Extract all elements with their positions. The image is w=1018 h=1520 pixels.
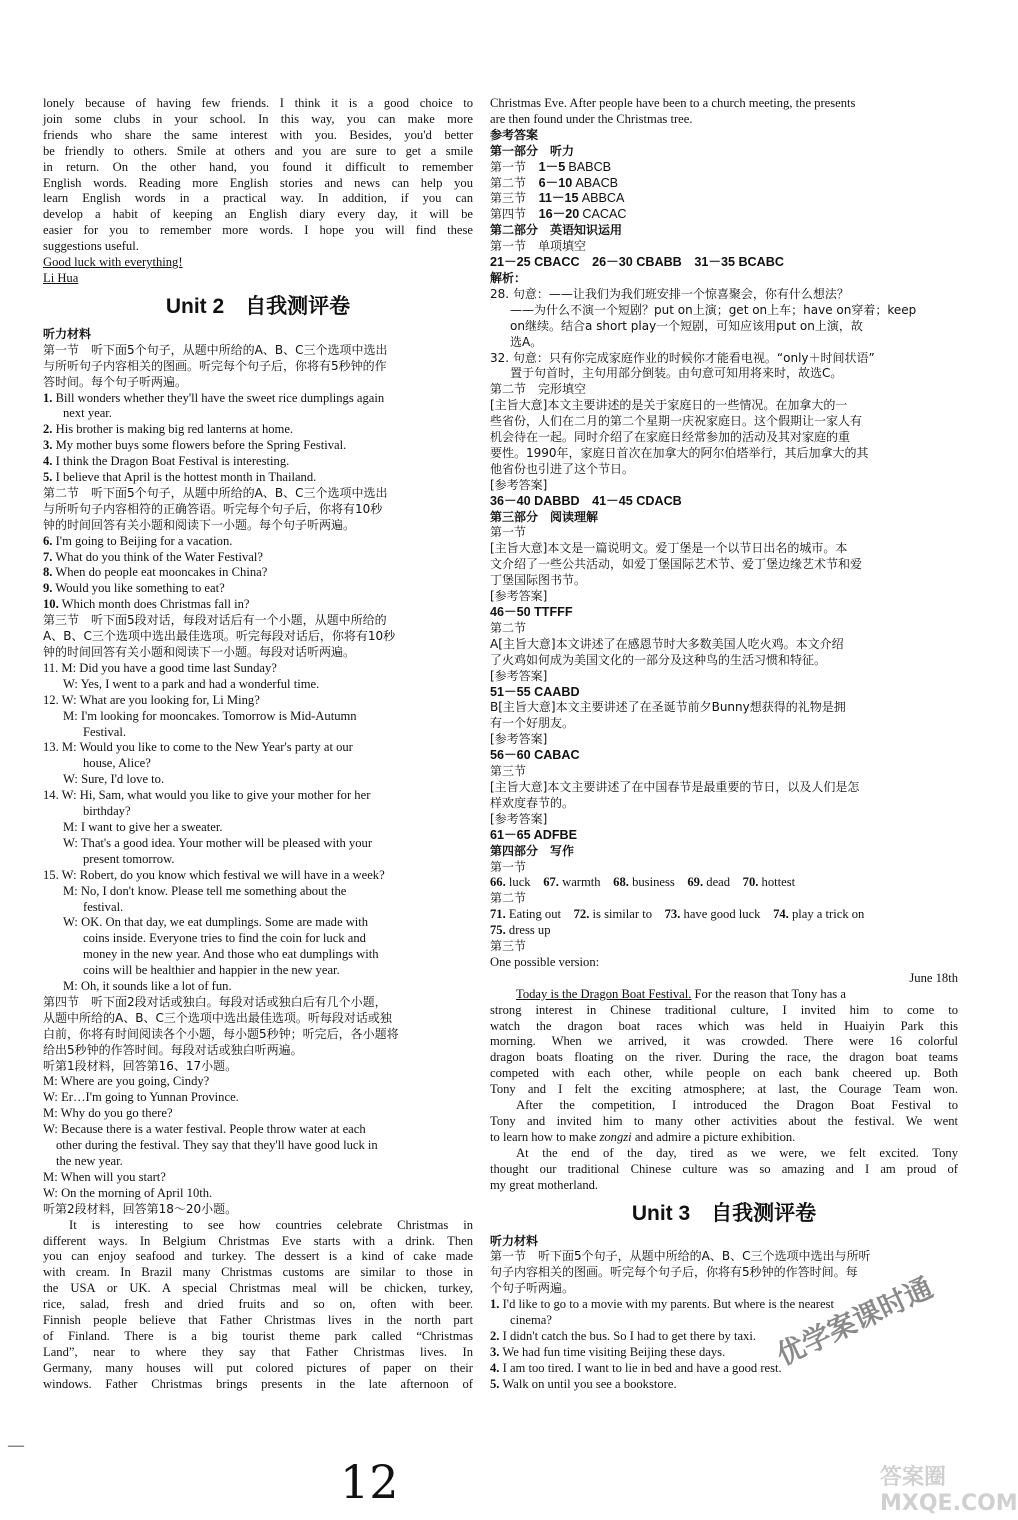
instruction-line: 第三节 听下面5段对话，每段对话后有一个小题，从题中所给的 [43,613,387,628]
section-label: 第三节 [490,764,527,779]
item-text: I'm going to Beijing for a vacation. [55,533,233,548]
letter-line: develop a habit of keeping an English diary every day, it will be [43,207,473,222]
item-text: We had fun time visiting Beijing these days. [502,1344,726,1359]
section-label: 第一节 [490,859,527,874]
section-label: 第一节 [490,525,527,540]
dialogue-line: present tomorrow. [83,851,175,866]
listening-item [43,391,473,407]
answer-section: 第三节 [490,191,527,206]
item-number: 75. [490,923,506,938]
listening-item [43,422,473,438]
dialogue-line: 15. W: Robert, do you know which festival we will have in a week? [43,867,385,882]
dialogue-line: festival. [83,899,124,914]
item-number: 5. [43,470,53,485]
essay-line: After the competition, I introduced the Dragon Boat Festival to [516,1098,958,1113]
part-label: 第一部分 听力 [490,143,575,158]
main-idea-line: [主旨大意]本文是一篇说明文。爱丁堡是一个以节日出名的城市。本 [490,541,848,556]
listening-item [43,597,473,613]
dialogue-line: M: No, I don't know. Please tell me something about the [63,883,347,898]
item-text: What do you think of the Water Festival? [55,549,263,564]
passage-line: with cream. In Brazil many Christmas customs are similar to those in [43,1265,473,1280]
version-label: One possible version: [490,954,600,969]
item-number: 4. [43,454,53,469]
essay-first-sentence: Today is the Dragon Boat Festival. [516,986,692,1001]
item-number: 68. [613,875,629,890]
watermark-stamp: 优学案课时通 [771,1270,938,1372]
analysis-line: 28. 句意：——让我们为我们班安排一个惊喜聚会，你有什么想法？ [490,286,849,301]
ref-label: [参考答案] [490,668,548,683]
answer-range: 11－15 [538,191,579,206]
answer-row [490,207,958,223]
item-text: Which month does Christmas fall in? [61,597,250,612]
footer-mark: — [8,1437,24,1454]
phrase-answer: play a trick on [791,907,865,922]
item-number: 1. [43,390,53,405]
instruction-line: 钟的时间回答有关小题和阅读下一小题。每段对话听两遍。 [43,645,356,659]
word-answer: luck [508,875,531,890]
main-idea-line: 些省份，人们在二月的第二个星期一庆祝家庭日。这个假期让一家人有 [490,414,863,429]
item-text: I think the Dragon Boat Festival is interesting. [55,454,290,469]
essay-line: Tony and invited him to many other activities about the festival. We went [490,1114,958,1128]
phrase-answer: dress up [508,923,551,938]
listening-item [43,406,473,422]
instruction-line: A、B、C三个选项中选出最佳选项。听完每段对话后，你将有10秒 [43,629,396,644]
main-idea-line: 了火鸡如何成为美国文化的一部分及这种鸟的生活习惯和特征。 [490,652,827,667]
letter-line: join some clubs in your school. In this way, you can make more [43,111,473,126]
essay-text: For the reason that Tony has a [691,986,846,1001]
essay-line: watch the dragon boat races which was held in Huaiyin Park this [490,1018,958,1033]
answer-row [490,191,958,207]
item-number: 66. [490,875,506,890]
item-number: 7. [43,549,53,564]
section-label: 第三节 [490,939,527,954]
main-idea-line: A[主旨大意]本文讲述了在感恩节时大多数美国人吃火鸡。本文介绍 [490,636,844,651]
answer-row: 56－60 CABAC [490,748,580,763]
main-idea-line: B[主旨大意]本文主要讲述了在圣诞节前夕Bunny想获得的礼物是拥 [490,700,846,715]
item-text: cinema? [510,1313,552,1328]
answer-section: 第一节 [490,159,527,174]
listening-item [490,1377,958,1393]
word-answer: hottest [761,875,796,890]
answer-value: BABCB [568,159,612,174]
passage-line: It is interesting to see how countries celebrate Christmas in [69,1217,473,1232]
dialogue-line: M: I want to give her a sweater. [63,819,223,834]
answer-value: ABACB [575,175,619,190]
dialogue-line: M: Oh, it sounds like a lot of fun. [63,979,232,994]
essay-date: June 18th [909,970,958,985]
item-text: I'd like to go to a movie with my parents. But where is the nearest [502,1297,834,1312]
listening-item [43,534,473,550]
left-column [43,96,473,1393]
dialogue-line: M: When will you start? [43,1169,166,1184]
section-label: 第二节 [490,891,527,906]
dialogue-line: the new year. [56,1154,123,1168]
word-answer: dead [706,875,731,890]
item-text: Would you like something to eat? [55,581,225,596]
letter-line: suggestions useful. [43,239,139,254]
item-number: 10. [43,597,59,612]
dialogue-line: birthday? [83,804,131,819]
dialogue-line: M: Where are you going, Cindy? [43,1074,210,1089]
item-number: 2. [43,422,53,437]
letter-line: be friendly to others. Smile at others and you are sure to get a smile [43,143,473,158]
essay-line: morning. When we arrived, it was crowded. There were 16 colorful [490,1034,958,1049]
answers-label: 参考答案 [490,127,539,142]
dialogue-line: 13. M: Would you like to come to the New Year's party at our [43,740,353,755]
item-number: 73. [664,907,681,922]
analysis-line: on继续。结合a short play一个短剧，可知应该用put on上演，故 [510,318,863,333]
instruction-line: 个句子听两遍。 [490,1281,575,1296]
instruction-line: 第一节 听下面5个句子，从题中所给的A、B、C三个选项中选出 [43,342,388,357]
letter-closing: Good luck with everything! [43,255,183,270]
section-label: 第二节 [490,620,527,635]
dialogue-line: coins inside. Everyone tries to find the coin for luck and [83,931,366,946]
item-number: 9. [43,581,53,596]
dialogue-line: W: Er…I'm going to Yunnan Province. [43,1090,239,1105]
answer-row [490,176,958,192]
main-idea-line: 机会待在一起。同时介绍了在家庭日经常参加的活动及其对家庭的重 [490,430,851,445]
dialogue-line: W: That's a good idea. Your mother will be pleased with your [63,835,373,850]
main-idea-line: 有一个好朋友。 [490,716,575,731]
phrase-answer: have good luck [683,907,761,922]
material-label: 听第2段材料，回答第18～20小题。 [43,1201,238,1216]
passage-line: windows. Father Christmas brings presents in the late afternoon of [43,1376,473,1391]
answer-row: 61－65 ADFBE [490,827,578,842]
passage-line: of Finland. There is a big tourist theme park called “Christmas [43,1328,473,1343]
answer-section: 第二节 [490,175,527,190]
answer-range: 16－20 [538,207,580,222]
dialogue-line: 11. M: Did you have a good time last Sunday? [43,660,277,675]
answer-row: 36－40 DABBD 41－45 CDACB [490,493,682,508]
instruction-line: 与所听句子内容相符的正确答语。听完每个句子后，你将有10秒 [43,501,383,516]
listening-item [43,565,473,581]
essay-line: strong interest in Chinese traditional culture, I invited him to come to [490,1002,958,1017]
passage-line: Land”, near to where they say that Father Christmas lives. In [43,1344,473,1359]
passage-line: you can enjoy seafood and turkey. The dessert is a kind of cake made [43,1249,473,1264]
essay-text: to learn how to make [490,1129,600,1144]
essay-line: At the end of the day, tired as we were, we felt excited. Tony [516,1145,958,1160]
instruction-line: 第四节 听下面2段对话或独白。每段对话或独白后有几个小题， [43,994,387,1009]
listening-item [43,454,473,470]
answer-row: 46－50 TTFFF [490,605,573,619]
item-number: 5. [490,1376,500,1391]
main-idea-line: 他省份也引进了这个节日。 [490,461,635,476]
phrase-answers [490,923,958,939]
site-watermark: 答案圈 MXQE.COM [880,1465,1018,1516]
ref-label: [参考答案] [490,811,548,826]
item-number: 3. [490,1344,500,1359]
material-label: 听第1段材料，回答第16、17小题。 [43,1058,238,1073]
dialogue-line: W: Yes, I went to a park and had a wonderful time. [63,676,320,691]
main-idea-line: 文介绍了一些公共活动，如爱丁堡国际艺术节、爱丁堡边缘艺术节和爱 [490,557,863,572]
answer-row: 21－25 CBACC 26－30 CBABB 31－35 BCABC [490,255,784,270]
essay-line: my great motherland. [490,1177,599,1192]
dialogue-line: W: Because there is a water festival. People throw water at each [43,1122,366,1137]
passage-line: the USA or UK. A special Christmas meal will be chicken, turkey, [43,1281,473,1296]
dialogue-line: M: Why do you go there? [43,1106,173,1121]
instruction-line: 白前，你将有时间阅读各个小题，每小题5秒钟；听完后，各小题将 [43,1026,399,1041]
item-text: Bill wonders whether they'll have the sweet rice dumplings again [55,390,385,405]
item-text: Walk on until you see a bookstore. [502,1376,677,1391]
part-label: 第四部分 写作 [490,843,575,858]
analysis-line: 32. 句意：只有你完成家庭作业的时候你才能看电视。“only＋时间状语” [490,350,875,365]
phrase-answer: is similar to [592,907,653,922]
instruction-line: 钟的时间回答有关小题和阅读下一小题。每个句子听两遍。 [43,517,356,532]
listening-item [490,1329,958,1345]
item-text: When do people eat mooncakes in China? [55,565,268,580]
instruction-line: 句子内容相关的图画。听完每个句子后，你将有5秒钟的作答时间。每 [490,1265,858,1280]
analysis-label: 解析： [490,270,527,285]
analysis-line: 置于句首时，主句用部分倒装。由句意可知用将来时，故选C。 [510,366,843,381]
essay-line: competed with each other, while people on each bank cheered up. Both [490,1066,958,1081]
main-idea-line: [主旨大意]本文主要讲述的是关于家庭日的一些情况。在加拿大的一 [490,398,848,413]
letter-signature: Li Hua [43,270,79,285]
item-text: His brother is making big red lanterns at home. [55,422,294,437]
passage-line: are then found under the Christmas tree. [490,111,693,126]
letter-line: friends who share the same interest with you. Besides, you'd better [43,127,473,142]
section-label: 听力材料 [490,1233,539,1248]
item-number: 70. [742,875,759,890]
item-number: 6. [43,533,53,548]
letter-line: in return. On the other hand, you found it difficult to remember [43,159,473,174]
essay-italic: zongzi [599,1129,632,1144]
item-number: 74. [773,907,789,922]
dialogue-line: Festival. [83,724,127,739]
answer-range: 6－10 [538,175,573,190]
item-number: 72. [573,907,590,922]
analysis-line: ——为什么不演一个短剧？put on上演；get on上车；have on穿着；keep [510,302,917,317]
word-answers [490,875,958,891]
essay-line [490,987,958,1003]
answer-section: 第四节 [490,207,527,222]
listening-item [43,550,473,566]
unit-title: Unit 2 自我测评卷 [165,294,351,318]
item-number: 1. [490,1297,500,1312]
dialogue-line: 12. W: What are you looking for, Li Ming? [43,692,260,707]
letter-line: English words. Reading more English stories and news can help you [43,175,473,190]
main-idea-line: [主旨大意]本文主要讲述了在中国春节是最重要的节日，以及人们是怎 [490,779,860,794]
dialogue-line: W: OK. On that day, we eat dumplings. Some are made with [63,915,369,930]
answer-value: CACAC [582,207,627,222]
essay-line: thought our traditional Chinese culture was so amazing and I am proud of [490,1161,958,1176]
item-text: I believe that April is the hottest month in Thailand. [55,470,317,485]
item-text: My mother buys some flowers before the Spring Festival. [55,438,347,453]
instruction-line: 第一节 听下面5个句子，从题中所给的A、B、C三个选项中选出与所听 [490,1249,871,1264]
essay-line: Tony and I felt the exciting atmosphere; at last, the Courage Team won. [490,1082,958,1097]
dialogue-line: W: On the morning of April 10th. [43,1185,213,1200]
dialogue-line: money in the new year. And those who eat dumplings with [83,947,379,962]
item-number: 2. [490,1328,500,1343]
word-answer: business [632,875,675,890]
instruction-line: 与所听句子内容相关的图画。听完每个句子后，你将有5秒钟的作 [43,358,387,373]
dialogue-line: other during the festival. They say that they'll have good luck in [56,1138,378,1153]
item-number: 67. [543,875,559,890]
passage-line: different ways. In Belgium Christmas Eve starts with a drink. Then [43,1233,473,1248]
instruction-line: 答时间。每个句子听两遍。 [43,374,188,389]
item-number: 8. [43,565,53,580]
dialogue-line: coins will be healthier and happier in the new year. [83,963,340,978]
page-number: 12 [340,1455,399,1509]
part-label: 第三部分 阅读理解 [490,509,599,524]
instruction-line: 从题中所给的A、B、C三个选项中选出最佳选项。听每段对话或独 [43,1010,392,1025]
listening-item [43,438,473,454]
item-number: 69. [687,875,704,890]
analysis-line: 选A。 [510,334,543,349]
item-text: I didn't catch the bus. So I had to get there by taxi. [502,1328,756,1343]
section-label: 第二节 完形填空 [490,382,587,397]
right-column [490,96,958,1393]
main-idea-line: 丁堡国际图书节。 [490,573,587,588]
listening-item [490,1345,958,1361]
listening-item [490,1361,958,1377]
main-idea-line: 样欢度春节的。 [490,795,575,810]
answer-range: 1－5 [538,159,566,174]
section-label: 第一节 单项填空 [490,239,587,254]
instruction-line: 给出5秒钟的作答时间。每段对话或独白听两遍。 [43,1042,303,1057]
passage-line: Germany, many houses will put colored pictures of paper on their [43,1360,473,1375]
dialogue-line: W: Sure, I'd love to. [63,772,165,787]
phrase-answer: Eating out [508,907,562,922]
item-number: 71. [490,907,506,922]
letter-line: lonely because of having few friends. I think it is a good choice to [43,96,473,110]
unit-title: Unit 3 自我测评卷 [631,1201,817,1225]
passage-line: Christmas Eve. After people have been to a church meeting, the presents [490,96,856,110]
essay-text: and admire a picture exhibition. [631,1129,796,1144]
item-number: 4. [490,1360,500,1375]
ref-label: [参考答案] [490,732,548,747]
dialogue-line: M: I'm looking for mooncakes. Tomorrow is Mid-Autumn [63,708,357,723]
word-answer: warmth [562,875,601,890]
listening-item [43,470,473,486]
answer-row [490,160,958,176]
instruction-line: 第二节 听下面5个句子，从题中所给的A、B、C三个选项中选出 [43,485,388,500]
dialogue-line: house, Alice? [83,756,151,771]
section-label: 听力材料 [43,326,92,341]
essay-line [490,1130,958,1146]
item-text: I am too tired. I want to lie in bed and have a good rest. [502,1360,782,1375]
ref-label: [参考答案] [490,589,548,604]
passage-line: Finnish people believe that Father Christmas lives in the north part [43,1313,473,1328]
ref-label: [参考答案] [490,477,548,492]
answer-value: ABBCA [581,191,625,206]
phrase-answers [490,907,958,923]
item-number: 3. [43,438,53,453]
main-idea-line: 要性。1990年，家庭日首次在加拿大的阿尔伯塔举行，其后加拿大的其 [490,445,869,460]
answer-row: 51－55 CAABD [490,684,580,699]
letter-line: learn English words in a practical way. In addition, if you can [43,191,473,206]
passage-line: rice, salad, fresh and dried fruits and so on, often with beer. [43,1297,473,1312]
letter-line: easier for you to remember more words. I hope you will find these [43,223,473,238]
item-text: next year. [63,406,112,421]
part-label: 第二部分 英语知识运用 [490,223,623,238]
listening-item [43,581,473,597]
dialogue-line: 14. W: Hi, Sam, what would you like to give your mother for her [43,788,371,803]
essay-line: dragon boats floating on the river. During the race, the dragon boat teams [490,1050,958,1065]
